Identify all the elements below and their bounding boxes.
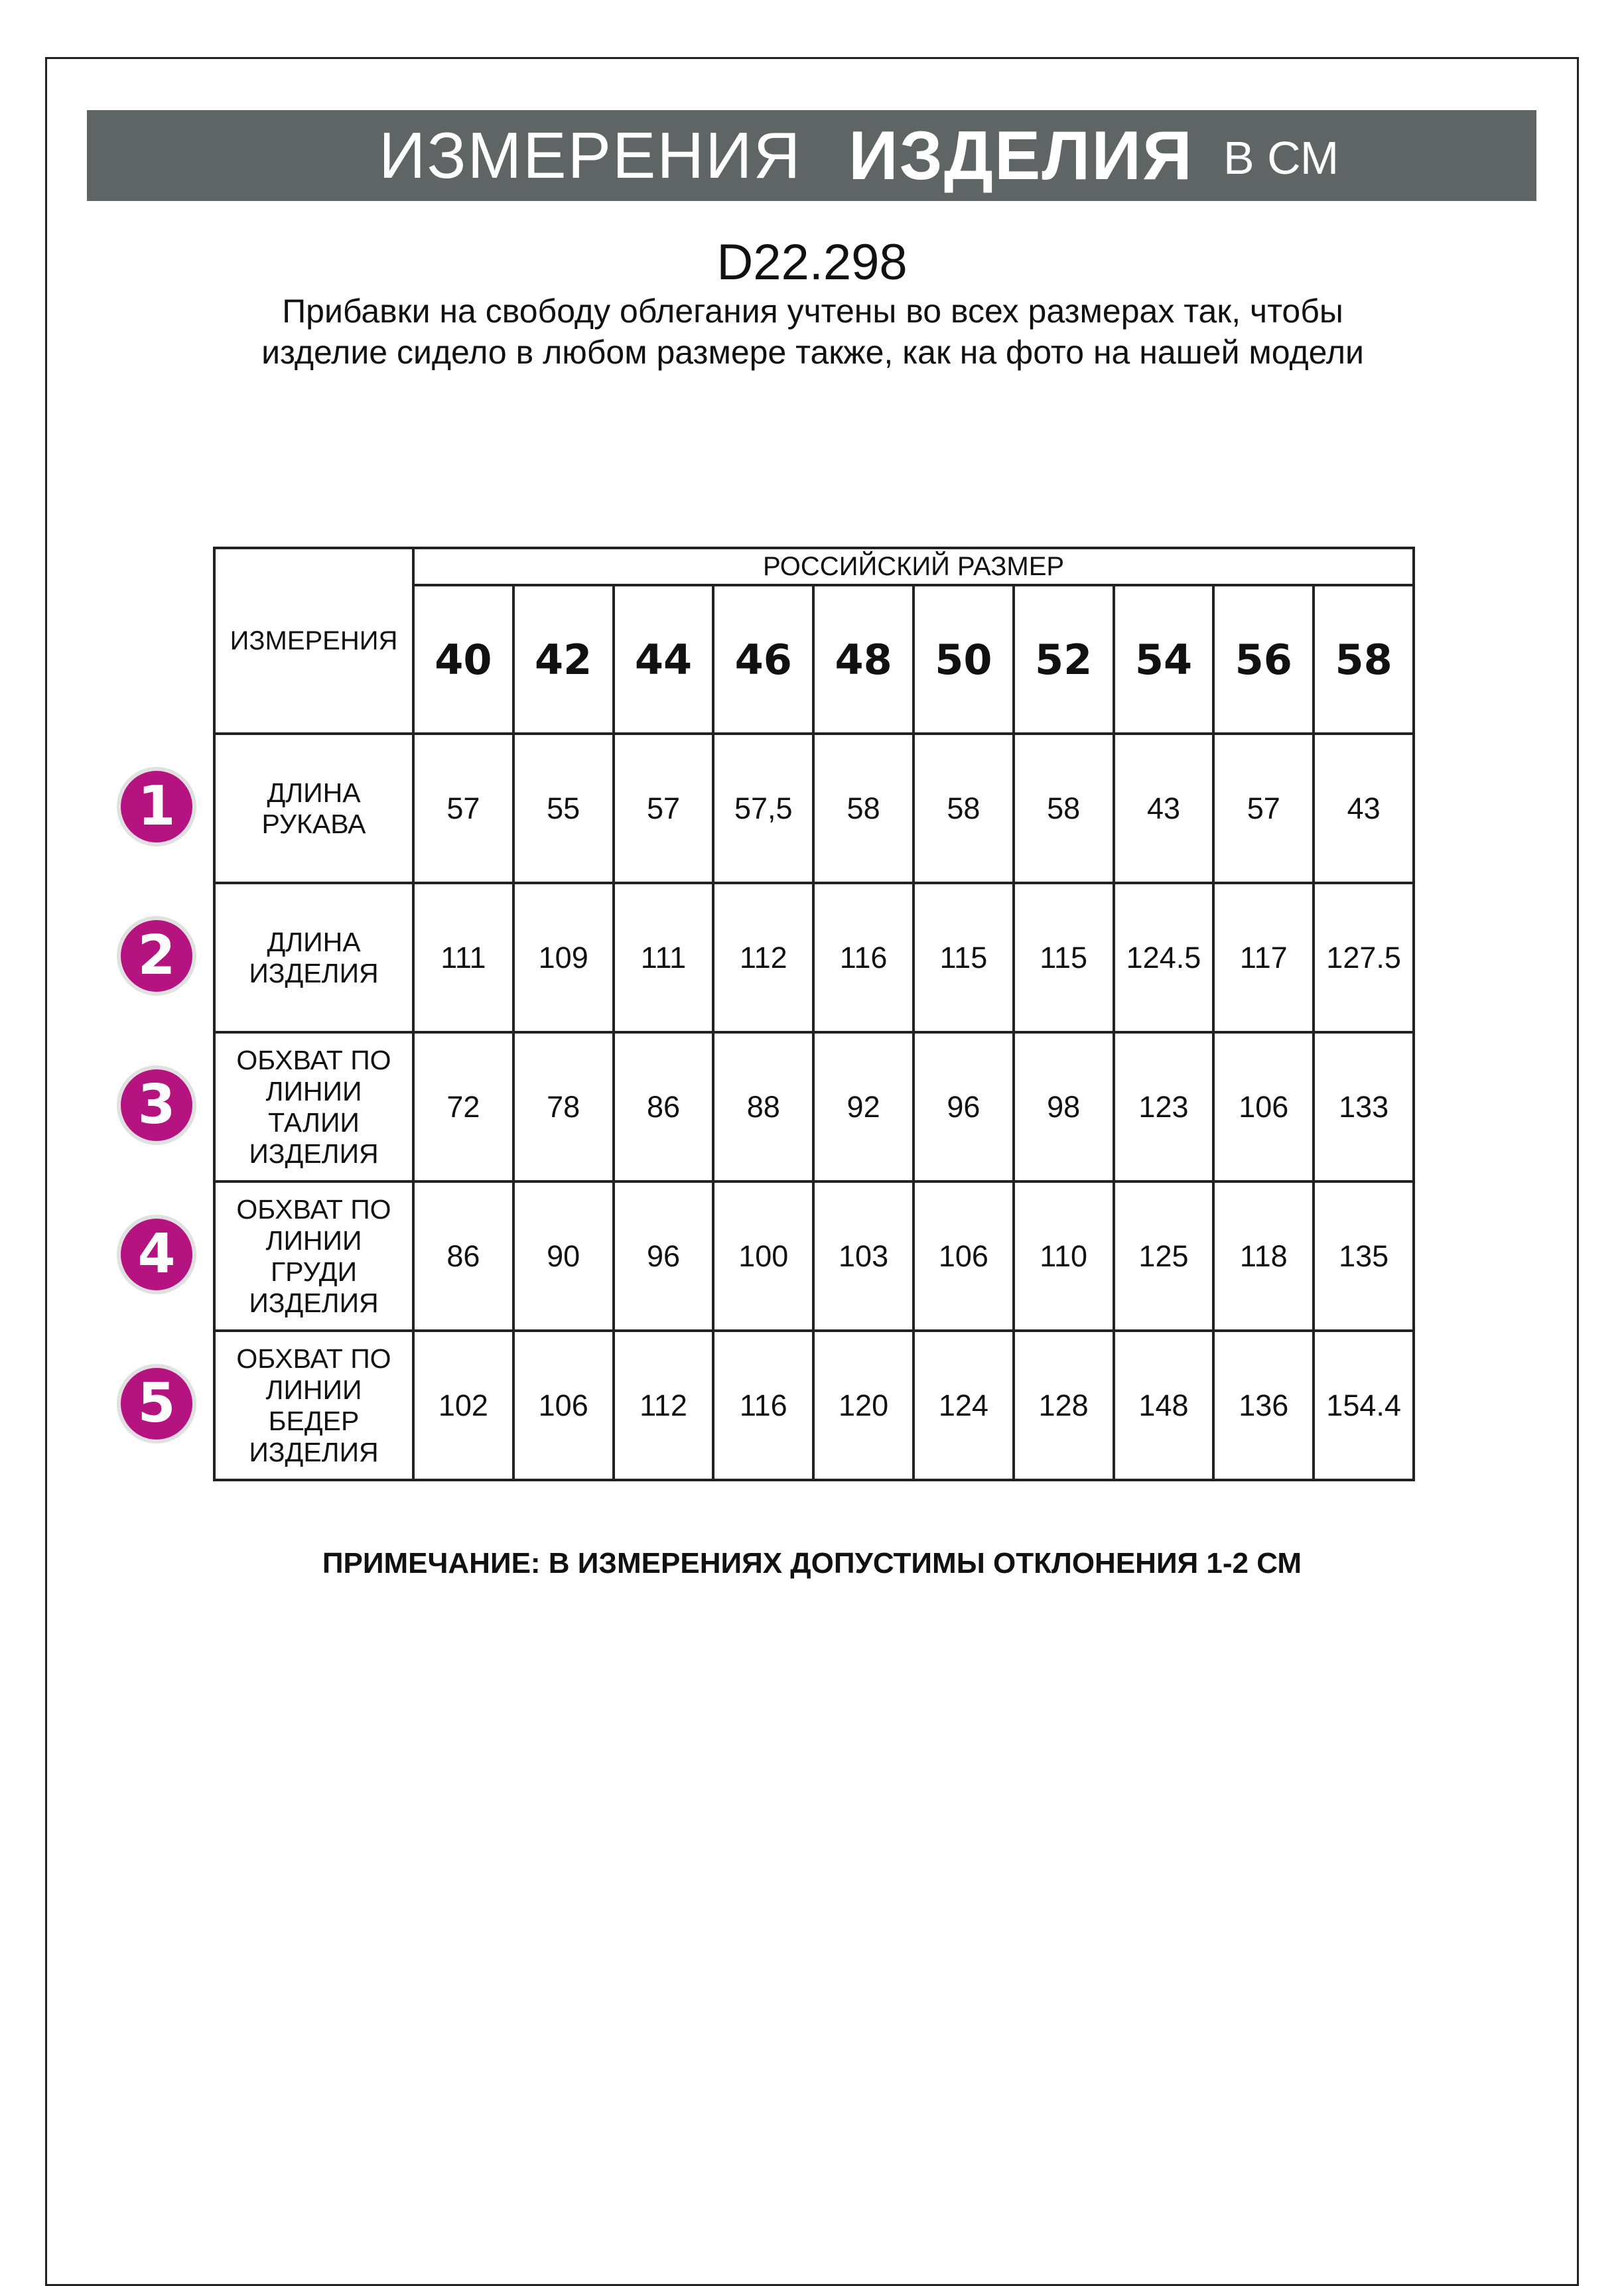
- size-header: 42: [513, 585, 614, 734]
- measurement-value: 106: [914, 1181, 1014, 1331]
- note-text: ПРИМЕЧАНИЕ: В ИЗМЕРЕНИЯХ ДОПУСТИМЫ ОТКЛОНЕНИЯ 1-2 СМ: [322, 1547, 1302, 1580]
- measurement-value: 120: [813, 1331, 914, 1480]
- size-group-header: РОССИЙСКИЙ РАЗМЕР: [413, 548, 1414, 585]
- measurement-value: 86: [614, 1032, 714, 1181]
- measurement-value: 57: [1213, 734, 1314, 883]
- measurement-value: 109: [513, 883, 614, 1032]
- measurement-value: 112: [614, 1331, 714, 1480]
- row-number-badge: 3: [117, 1065, 196, 1145]
- size-header: 44: [614, 585, 714, 734]
- measurement-value: 57: [614, 734, 714, 883]
- measurement-value: 115: [914, 883, 1014, 1032]
- table-header-row: [214, 548, 1414, 585]
- measurement-value: 88: [713, 1032, 813, 1181]
- measurement-value: 115: [1014, 883, 1114, 1032]
- measurement-value: 124: [914, 1331, 1014, 1480]
- measurement-label: ОБХВАТ ПО ЛИНИИ ГРУДИ ИЗДЕЛИЯ: [214, 1181, 413, 1331]
- table-row: [214, 1181, 1414, 1331]
- size-header: 46: [713, 585, 813, 734]
- row-number-badge: 5: [117, 1364, 196, 1444]
- measurement-value: 58: [1014, 734, 1114, 883]
- measurement-value: 110: [1014, 1181, 1114, 1331]
- table-row: [214, 883, 1414, 1032]
- measurement-value: 55: [513, 734, 614, 883]
- measurement-value: 57: [413, 734, 513, 883]
- title-unit: В СМ: [1223, 132, 1339, 184]
- size-header: 48: [813, 585, 914, 734]
- measurement-value: 58: [914, 734, 1014, 883]
- measurement-label: ДЛИНА РУКАВА: [214, 734, 413, 883]
- measurement-value: 116: [813, 883, 914, 1032]
- measurement-label: ОБХВАТ ПО ЛИНИИ ТАЛИИ ИЗДЕЛИЯ: [214, 1032, 413, 1181]
- measurement-value: 90: [513, 1181, 614, 1331]
- measurement-value: 154.4: [1314, 1331, 1414, 1480]
- measurement-value: 96: [914, 1032, 1014, 1181]
- measurement-value: 43: [1314, 734, 1414, 883]
- measurement-value: 123: [1114, 1032, 1214, 1181]
- size-header: 58: [1314, 585, 1414, 734]
- size-header: 52: [1014, 585, 1114, 734]
- measurement-value: 133: [1314, 1032, 1414, 1181]
- measurement-value: 102: [413, 1331, 513, 1480]
- measurements-table: [213, 547, 1415, 1481]
- measurement-value: 86: [413, 1181, 513, 1331]
- measurement-value: 57,5: [713, 734, 813, 883]
- measurement-value: 124.5: [1114, 883, 1214, 1032]
- table-row: [214, 1331, 1414, 1480]
- measurement-value: 111: [413, 883, 513, 1032]
- measurement-value: 117: [1213, 883, 1314, 1032]
- size-header: 40: [413, 585, 513, 734]
- measurement-value: 128: [1014, 1331, 1114, 1480]
- measurement-value: 148: [1114, 1331, 1214, 1480]
- measurement-value: 43: [1114, 734, 1214, 883]
- measurement-value: 98: [1014, 1032, 1114, 1181]
- measurement-value: 127.5: [1314, 883, 1414, 1032]
- measurement-value: 135: [1314, 1181, 1414, 1331]
- size-header: 56: [1213, 585, 1314, 734]
- measurement-value: 100: [713, 1181, 813, 1331]
- measurement-value: 125: [1114, 1181, 1214, 1331]
- measurement-value: 96: [614, 1181, 714, 1331]
- measurement-value: 118: [1213, 1181, 1314, 1331]
- title-banner: [87, 110, 1536, 201]
- table-row: [214, 734, 1414, 883]
- measurement-value: 103: [813, 1181, 914, 1331]
- measurement-value: 58: [813, 734, 914, 883]
- measurement-value: 72: [413, 1032, 513, 1181]
- product-code: D22.298: [716, 234, 908, 291]
- measurement-value: 92: [813, 1032, 914, 1181]
- measurement-value: 136: [1213, 1331, 1314, 1480]
- row-number-badge: 1: [117, 767, 196, 846]
- row-number-badge: 4: [117, 1215, 196, 1294]
- size-header: 50: [914, 585, 1014, 734]
- measurements-header: ИЗМЕРЕНИЯ: [214, 548, 413, 734]
- measurement-value: 112: [713, 883, 813, 1032]
- row-number-badge: 2: [117, 916, 196, 996]
- measurement-label: ДЛИНА ИЗДЕЛИЯ: [214, 883, 413, 1032]
- table-row: [214, 1032, 1414, 1181]
- measurement-value: 106: [513, 1331, 614, 1480]
- title-part-1: ИЗМЕРЕНИЯ: [379, 119, 802, 192]
- measurement-value: 78: [513, 1032, 614, 1181]
- measurement-label: ОБХВАТ ПО ЛИНИИ БЕДЕР ИЗДЕЛИЯ: [214, 1331, 413, 1480]
- measurement-value: 106: [1213, 1032, 1314, 1181]
- title-part-2: ИЗДЕЛИЯ: [848, 117, 1193, 194]
- size-header: 54: [1114, 585, 1214, 734]
- measurement-value: 111: [614, 883, 714, 1032]
- measurement-value: 116: [713, 1331, 813, 1480]
- product-description: Прибавки на свободу облегания учтены во всех размерах так, чтобы изделие сидело в любом размере также, как на фото на нашей модели: [261, 293, 1364, 371]
